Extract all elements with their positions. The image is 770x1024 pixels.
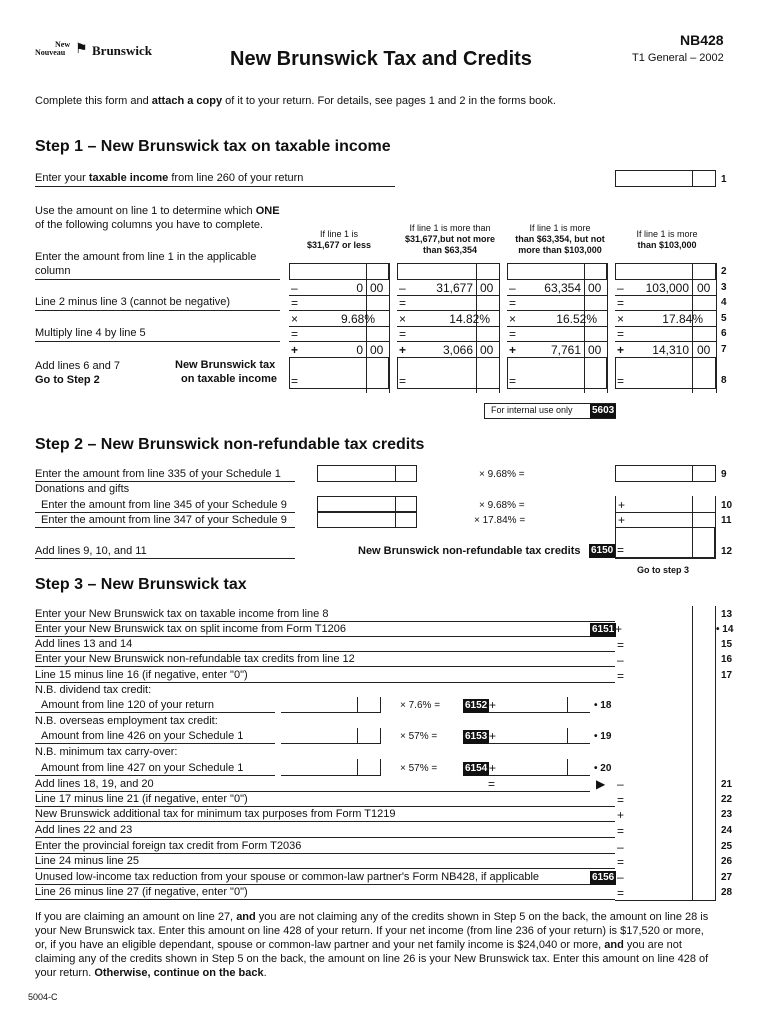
col3-threshold: 63,354	[544, 281, 581, 295]
col3-threshold-cents: 00	[588, 281, 602, 295]
l18-amount-rule	[488, 712, 590, 713]
l16-label: Enter your New Brunswick non-refundable tax credits from line 12	[35, 653, 355, 665]
lineno-6: 6	[721, 328, 727, 339]
lineno-28: 28	[721, 887, 733, 898]
l26-rule	[35, 868, 615, 869]
l20-amount-rule	[488, 775, 590, 776]
col3-r5	[507, 326, 607, 327]
col1-rate: 9.68%	[340, 312, 375, 326]
line10-rate: × 9.68% =	[479, 500, 525, 511]
goto-step2: Go to Step 2	[35, 374, 100, 386]
l19-label: Amount from line 426 on your Schedule 1	[41, 730, 244, 742]
line4-rule	[35, 310, 280, 311]
col3-rate: 16.52%	[556, 312, 597, 326]
line1-b: taxable income	[88, 172, 169, 184]
l24-eq: =	[617, 824, 625, 838]
col3-header	[505, 223, 615, 256]
logo-new: New	[55, 40, 71, 49]
l18-bullet: •	[594, 700, 598, 711]
internal-use-label: For internal use only	[491, 405, 573, 415]
col1-threshold: 0	[356, 281, 363, 295]
form-id: NB428	[680, 32, 724, 48]
col3-line8-box[interactable]	[507, 357, 607, 389]
col4-times: ×	[617, 312, 625, 326]
intro-c: of it to your return. For details, see pages 1 and 2 in the forms book.	[222, 95, 556, 107]
line12-eq: =	[617, 543, 625, 557]
l19-input[interactable]	[281, 728, 381, 744]
min-tax-heading: N.B. minimum tax carry-over:	[35, 746, 178, 758]
col2-h1: If line 1 is more than	[409, 223, 491, 233]
col2-base-cents: 00	[480, 343, 494, 357]
line11-result-divider	[692, 511, 693, 528]
line10-label: Enter the amount from line 345 of your Schedule 9	[41, 499, 287, 511]
col1-h1: If line 1 is	[319, 229, 359, 239]
l21-arrow-icon: ▶	[596, 777, 606, 791]
l19-divider	[357, 728, 358, 744]
l14-plus: +	[615, 622, 623, 636]
line6-rule	[35, 341, 280, 342]
lineno-25: 25	[721, 841, 733, 852]
col3-r4	[507, 310, 607, 311]
col2-h2: $31,677,but not more	[404, 234, 496, 244]
lineno-10: 10	[721, 500, 733, 511]
step3-amount-divider	[692, 606, 693, 901]
l25-minus: –	[617, 840, 624, 854]
col4-r3	[615, 295, 716, 296]
l20-input[interactable]	[281, 759, 381, 776]
col3-r6	[507, 341, 607, 342]
lineno-5: 5	[721, 313, 727, 324]
line11-result[interactable]	[615, 511, 716, 528]
step3-amount-column[interactable]	[615, 606, 716, 901]
footer-line-3	[35, 939, 682, 951]
col1-eq6: =	[291, 327, 299, 341]
footer-line-4: claiming any of the credits shown in Step 5 on the back, the amount on line 26 is your New Brunswick tax. Enter this amount on line 428 of	[35, 953, 709, 965]
col3-minus: –	[509, 281, 516, 295]
footer-p1a: If you are claiming an amount on line 27,	[35, 911, 237, 923]
col4-minus: –	[617, 281, 624, 295]
l22-rule	[35, 806, 615, 807]
lineno-27: 27	[721, 872, 733, 883]
lineno-2: 2	[721, 266, 727, 277]
lineno-3: 3	[721, 282, 727, 293]
step2-heading: Step 2 – New Brunswick non-refundable tax credits	[35, 436, 425, 453]
col1-r6	[289, 341, 389, 342]
col2-plus: +	[399, 343, 407, 357]
col1-line8-box[interactable]	[289, 357, 389, 389]
l16-rule	[35, 666, 615, 667]
lineno-8: 8	[721, 375, 727, 386]
col3-h2: than $63,354, but not	[515, 234, 605, 244]
col1-minus: –	[291, 281, 298, 295]
logo-nouveau: Nouveau	[35, 48, 66, 57]
form-subtitle: T1 General – 2002	[632, 52, 724, 64]
code-6156: 6156	[592, 872, 615, 883]
l23-rule	[35, 821, 615, 822]
line9-divider	[395, 465, 396, 482]
col4-line2-input[interactable]	[615, 263, 716, 280]
logo-name: Brunswick	[92, 43, 152, 58]
l14-num: 14	[722, 624, 734, 635]
footer-p5b: Otherwise, continue on the back	[94, 967, 264, 979]
l20-divider	[357, 759, 358, 776]
l20-amount-divider	[567, 759, 568, 776]
line10-plus: +	[618, 498, 626, 512]
col4-threshold-cents: 00	[697, 281, 711, 295]
l28-label: Line 26 minus line 27 (if negative, enter "0")	[35, 886, 248, 898]
col1-r5	[289, 326, 389, 327]
code-6153: 6153	[465, 731, 488, 742]
col3-eq6: =	[509, 327, 517, 341]
code-5603: 5603	[592, 405, 615, 416]
l26-eq: =	[617, 855, 625, 869]
line1-rule	[35, 186, 395, 187]
lineno-4: 4	[721, 297, 727, 308]
col3-line2-input[interactable]	[507, 263, 607, 280]
nb-tax-label-a: New Brunswick tax	[175, 359, 276, 371]
lineno-16: 16	[721, 654, 733, 665]
l21-label: Add lines 18, 19, and 20	[35, 778, 154, 790]
l19-no: 19	[600, 731, 612, 742]
l21-eq: =	[488, 777, 496, 791]
col3-right-border	[607, 263, 608, 393]
lineno-23: 23	[721, 809, 733, 820]
l18-divider	[357, 697, 358, 713]
intro-text	[35, 95, 556, 107]
footer-p5a: your return.	[35, 967, 95, 979]
col2-r5	[397, 326, 500, 327]
col2-times: ×	[399, 312, 407, 326]
footer-p3a: or, if you have an eligible dependant, spouse or common-law partner and your net family income is $24,040 or more,	[35, 939, 605, 951]
col2-line2-input[interactable]	[397, 263, 500, 280]
line6-label: Multiply line 4 by line 5	[35, 327, 146, 339]
col2-header	[395, 223, 505, 256]
col1-plus: +	[291, 343, 299, 357]
l20-no: 20	[600, 763, 612, 774]
l18-num	[594, 700, 611, 711]
l21-minus: –	[617, 777, 624, 791]
col2-h3: than $63,354	[422, 245, 478, 255]
l19-bullet: •	[594, 731, 598, 742]
col1-base: 0	[356, 343, 363, 357]
l15-label: Add lines 13 and 14	[35, 638, 133, 650]
l18-no: 18	[600, 700, 612, 711]
col3-base: 7,761	[550, 343, 581, 357]
line12-total-label: New Brunswick non-refundable tax credits	[358, 545, 581, 557]
use-amount-text	[35, 205, 280, 217]
line9-input[interactable]	[317, 465, 417, 482]
l17-eq: =	[617, 669, 625, 683]
l17-label: Line 15 minus line 16 (if negative, enter "0")	[35, 669, 248, 681]
line11-input[interactable]	[317, 511, 417, 528]
col1-r3	[289, 295, 389, 296]
line1-a: Enter your	[35, 172, 89, 184]
col2-r6	[397, 341, 500, 342]
col1-line2-input[interactable]	[289, 263, 389, 280]
l13-label: Enter your New Brunswick tax on taxable income from line 8	[35, 608, 329, 620]
col4-line8-box[interactable]	[615, 357, 716, 389]
l20-label: Amount from line 427 on your Schedule 1	[41, 762, 244, 774]
nb-tax-label-b: on taxable income	[181, 373, 277, 385]
lineno-11: 11	[721, 515, 732, 526]
col2-eq8: =	[399, 374, 407, 388]
l18-rate: × 7.6% =	[400, 700, 441, 711]
l19-num	[594, 731, 611, 742]
col2-minus: –	[399, 281, 406, 295]
l18-amount-divider	[567, 697, 568, 713]
goto-step3: Go to step 3	[637, 565, 690, 575]
col1-h2: $31,677 or less	[306, 240, 372, 250]
col1-times: ×	[291, 312, 299, 326]
line9-rate: × 9.68% =	[479, 469, 525, 480]
enter-amount-text: Enter the amount from line 1 in the applicable	[35, 251, 257, 263]
line11-plus: +	[618, 513, 626, 527]
line12-label: Add lines 9, 10, and 11	[35, 545, 147, 557]
col2-rate: 14.82%	[449, 312, 490, 326]
col2-r4	[397, 310, 500, 311]
lineno-21: 21	[721, 779, 733, 790]
col3-plus: +	[509, 343, 517, 357]
lineno-13: 13	[721, 609, 733, 620]
l18-rule	[35, 712, 275, 713]
line4-label: Line 2 minus line 3 (cannot be negative)	[35, 296, 231, 308]
footer-line-5	[35, 967, 267, 979]
footer-p3b: and	[604, 939, 624, 951]
l20-num	[594, 763, 611, 774]
code-6150: 6150	[591, 545, 614, 556]
col1-right-border	[389, 263, 390, 393]
l19-amount-rule	[488, 743, 590, 744]
lineno-15: 15	[721, 639, 733, 650]
lineno-1: 1	[721, 174, 727, 185]
l24-label: Add lines 22 and 23	[35, 824, 133, 836]
l16-minus: –	[617, 653, 624, 667]
line1-c: from line 260 of your return	[168, 172, 304, 184]
col2-line8-box[interactable]	[397, 357, 500, 389]
col1-eq4: =	[291, 296, 299, 310]
line11-label: Enter the amount from line 347 of your Schedule 9	[41, 514, 287, 526]
lineno-24: 24	[721, 825, 733, 836]
page-title: New Brunswick Tax and Credits	[230, 48, 532, 70]
flag-icon: ⚑	[75, 40, 88, 56]
l14-rule	[35, 636, 590, 637]
line1-cents-divider	[692, 170, 693, 187]
col4-plus: +	[617, 343, 625, 357]
footer-p5c: .	[263, 967, 267, 979]
col4-header	[612, 229, 722, 251]
l26-label: Line 24 minus line 25	[35, 855, 139, 867]
l27-rule	[35, 884, 590, 885]
lineno-26: 26	[721, 856, 733, 867]
intro-a: Complete this form and	[35, 95, 152, 107]
add67-label: Add lines 6 and 7	[35, 360, 121, 372]
form-number: 5004-C	[28, 992, 58, 1002]
l19-rule	[35, 743, 275, 744]
col1-eq8: =	[291, 374, 299, 388]
line10-rule	[35, 512, 295, 513]
line9-rule	[35, 481, 295, 482]
l14-bullet: •	[716, 624, 720, 635]
col4-h2: than $103,000	[637, 240, 697, 250]
donations-label: Donations and gifts	[35, 483, 130, 495]
lineno-14	[716, 624, 738, 635]
use-amount-text-2: of the following columns you have to complete.	[35, 219, 264, 231]
col3-eq4: =	[509, 296, 517, 310]
line9-result-divider	[692, 465, 693, 482]
footer-p3c: you are not	[623, 939, 682, 951]
l19-plus: +	[489, 729, 497, 743]
l20-rate: × 57% =	[400, 763, 438, 774]
l15-rule	[35, 651, 615, 652]
col3-eq8: =	[509, 374, 517, 388]
col4-right-border	[716, 263, 717, 393]
l28-eq: =	[617, 886, 625, 900]
lineno-17: 17	[721, 670, 733, 681]
intro-b: attach a copy	[151, 95, 223, 107]
col4-h1: If line 1 is more	[636, 229, 698, 239]
code-6151: 6151	[592, 624, 615, 635]
use-a: Use the amount on line 1 to determine which	[35, 205, 256, 217]
footer-p1c: you are not claiming any of the credits shown in Step 5 on the back, the amount on line 28 is	[255, 911, 709, 923]
l25-label: Enter the provincial foreign tax credit from Form T2036	[35, 840, 302, 852]
step3-heading: Step 3 – New Brunswick tax	[35, 576, 247, 593]
col2-threshold: 31,677	[436, 281, 473, 295]
line9-label: Enter the amount from line 335 of your Schedule 1	[35, 468, 281, 480]
l19-amount-divider	[567, 728, 568, 744]
col4-r4	[615, 310, 716, 311]
l28-rule	[35, 899, 615, 900]
col4-eq8: =	[617, 374, 625, 388]
col1-r4	[289, 310, 389, 311]
col3-h1: If line 1 is more	[529, 223, 591, 233]
l19-rate: × 57% =	[400, 731, 438, 742]
l18-label: Amount from line 120 of your return	[41, 699, 215, 711]
lineno-12: 12	[721, 546, 733, 557]
dividend-heading: N.B. dividend tax credit:	[35, 684, 152, 696]
footer-line-1	[35, 911, 708, 923]
l13-rule	[35, 621, 615, 622]
line12-divider	[692, 527, 693, 559]
line12-rule	[35, 558, 295, 559]
col4-base: 14,310	[652, 343, 689, 357]
col3-h3: more than $103,000	[518, 245, 602, 255]
l21-rule	[35, 791, 590, 792]
col4-rate: 17.84%	[662, 312, 703, 326]
code-6152: 6152	[465, 700, 488, 711]
l22-label: Line 17 minus line 21 (if negative, enter "0")	[35, 793, 248, 805]
col3-times: ×	[509, 312, 517, 326]
l18-plus: +	[489, 698, 497, 712]
line2-rule	[35, 279, 280, 280]
code-6154: 6154	[465, 763, 488, 774]
l22-eq: =	[617, 793, 625, 807]
col1-base-cents: 00	[370, 343, 384, 357]
l18-input[interactable]	[281, 697, 381, 713]
overseas-heading: N.B. overseas employment tax credit:	[35, 715, 218, 727]
col1-header	[284, 229, 394, 251]
l20-rule	[35, 775, 275, 776]
col4-r6	[615, 341, 716, 342]
l20-bullet: •	[594, 763, 598, 774]
l20-plus: +	[489, 761, 497, 775]
lineno-7: 7	[721, 344, 727, 355]
col4-r5	[615, 326, 716, 327]
col2-eq4: =	[399, 296, 407, 310]
col4-eq4: =	[617, 296, 625, 310]
col1-threshold-cents: 00	[370, 281, 384, 295]
col4-threshold: 103,000	[645, 281, 689, 295]
l14-label: Enter your New Brunswick tax on split income from Form T1206	[35, 623, 346, 635]
lineno-9: 9	[721, 469, 727, 480]
l27-label: Unused low-income tax reduction from your spouse or common-law partner's Form NB428, if applicable	[35, 871, 540, 883]
col4-base-cents: 00	[697, 343, 711, 357]
column-word: column	[35, 265, 71, 277]
line12-total[interactable]	[615, 527, 716, 559]
l23-label: New Brunswick additional tax for minimum tax purposes from Form T1219	[35, 808, 396, 820]
l24-rule	[35, 837, 615, 838]
line1-label	[35, 172, 303, 184]
l15-eq: =	[617, 638, 625, 652]
line9-result[interactable]	[615, 465, 716, 482]
col3-r3	[507, 295, 607, 296]
l25-rule	[35, 853, 615, 854]
l27-minus: –	[617, 870, 624, 884]
col2-eq6: =	[399, 327, 407, 341]
l17-rule	[35, 682, 615, 683]
col2-threshold-cents: 00	[480, 281, 494, 295]
col2-r3	[397, 295, 500, 296]
line11-rate: × 17.84% =	[474, 515, 526, 526]
lineno-22: 22	[721, 794, 733, 805]
col2-base: 3,066	[442, 343, 473, 357]
line11-divider	[395, 511, 396, 528]
use-b: ONE	[255, 205, 280, 217]
l23-plus: +	[617, 808, 625, 822]
col3-base-cents: 00	[588, 343, 602, 357]
line11-rule	[35, 527, 295, 528]
line1-input[interactable]	[615, 170, 716, 187]
footer-p1b: and	[236, 911, 256, 923]
footer-line-2: your New Brunswick tax. Enter this amount on line 428 of your return. If your net income (from line 236 of your return) is $17,520 or more,	[35, 925, 704, 937]
col4-eq6: =	[617, 327, 625, 341]
step1-heading: Step 1 – New Brunswick tax on taxable income	[35, 138, 391, 155]
